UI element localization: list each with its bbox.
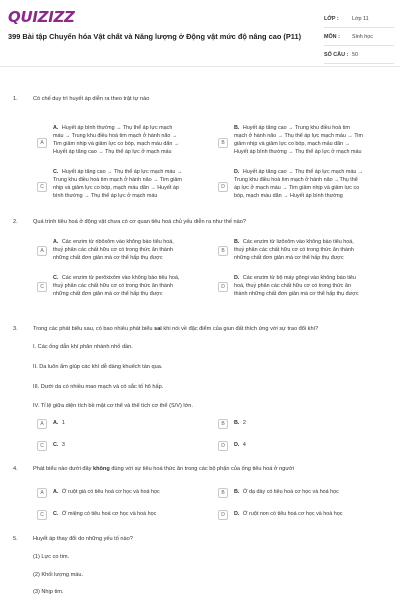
option-letter-badge: D bbox=[218, 182, 228, 192]
question-text-emphasis: không bbox=[92, 466, 110, 472]
option-c[interactable] bbox=[37, 441, 183, 451]
option-b[interactable] bbox=[218, 124, 364, 156]
option-key: C. bbox=[53, 511, 59, 517]
option-key: C. bbox=[53, 169, 59, 175]
statement-1: I. Các ống dẫn khí phân nhánh nhỏ dần. bbox=[33, 344, 133, 350]
meta-row-count bbox=[324, 46, 394, 64]
option-letter-badge: C bbox=[37, 441, 47, 451]
option-key: D. bbox=[234, 442, 240, 448]
option-key: B. bbox=[234, 489, 240, 495]
option-text: Huyết áp bình thường → Thụ thể áp lực mạch máu → Trung khu điều hoà tim mạch ở hành não → Tim giảm nhịp và giảm lực co bóp, mạch máu dãn → Huyết áp tăng cao → Thụ thể áp lực ở mạch máu bbox=[53, 125, 180, 155]
option-letter-badge: B bbox=[218, 138, 228, 148]
option-body bbox=[234, 168, 364, 200]
question-text: Quá trình tiêu hoá ở động vật chưa có cơ quan tiêu hoá chủ yếu diễn ra như thế nào? bbox=[33, 219, 246, 225]
option-b[interactable] bbox=[218, 488, 394, 498]
option-key: A. bbox=[53, 239, 59, 245]
option-key: D. bbox=[234, 169, 240, 175]
option-letter-badge: C bbox=[37, 510, 47, 520]
question-text: Huyết áp thay đổi do những yếu tố nào? bbox=[33, 536, 133, 542]
option-body bbox=[53, 238, 183, 262]
option-d[interactable] bbox=[218, 510, 400, 520]
question-number: 2. bbox=[13, 219, 18, 225]
option-body bbox=[234, 238, 364, 262]
option-text: 3 bbox=[61, 442, 65, 448]
option-letter-badge: A bbox=[37, 488, 47, 498]
option-d[interactable] bbox=[218, 274, 364, 298]
option-a[interactable] bbox=[37, 124, 183, 156]
option-key: A. bbox=[53, 420, 59, 426]
option-key: A. bbox=[53, 125, 59, 131]
question-text-part: đúng với sự tiêu hoá thức ăn trong các bộ phận của ống tiêu hoá ở người bbox=[109, 466, 295, 472]
option-letter-badge: B bbox=[218, 488, 228, 498]
meta-value: Sinh học bbox=[352, 33, 373, 40]
question-text-part: Trong các phát biểu sau, có bao nhiêu phát biểu bbox=[33, 326, 155, 332]
option-body bbox=[234, 441, 364, 451]
question-text: Có chế duy trì huyết áp diễn ra theo trật tự nào bbox=[33, 96, 150, 102]
option-text: Các enzim từ bộ máy gôngi vào không bào tiêu hoá, thuỷ phân các chất hữu cơ có trong thức ăn thành những chất đơn giản mà cơ thể hấp thụ được bbox=[234, 275, 359, 297]
quizizz-logo: QUIZIZZ bbox=[8, 8, 75, 26]
option-key: B. bbox=[234, 239, 240, 245]
option-letter-badge: D bbox=[218, 282, 228, 292]
statement-4: IV. Tỉ lệ giữa diện tích bề mặt cơ thể và thể tích cơ thể (S/V) lớn. bbox=[33, 403, 193, 409]
option-body bbox=[53, 274, 183, 298]
meta-label: LỚP : bbox=[324, 15, 339, 22]
statement-3: III. Dưới da có nhiều mao mạch và có sắc tố hô hấp. bbox=[33, 384, 164, 390]
option-letter-badge: B bbox=[218, 419, 228, 429]
option-body bbox=[53, 419, 183, 429]
option-text: Các enzim từ lizôxôm vào không bào tiêu hoá, thuỷ phân các chất hữu cơ có trong thức ăn thành những chất đơn giản mà cơ thể hấp thụ được bbox=[234, 239, 354, 261]
option-letter-badge: B bbox=[218, 246, 228, 256]
option-key: A. bbox=[53, 489, 59, 495]
option-key: B. bbox=[234, 125, 240, 131]
meta-label: MÔN : bbox=[324, 33, 340, 40]
option-body bbox=[53, 510, 213, 520]
option-d[interactable] bbox=[218, 168, 364, 200]
option-letter-badge: A bbox=[37, 419, 47, 429]
option-text: Các enzim từ ribôxôm vào không bào tiêu hoá, thuỷ phân các chất hữu cơ có trong thức ăn thành những chất đơn giản mà cơ thể hấp thụ được bbox=[53, 239, 174, 261]
option-letter-badge: A bbox=[37, 138, 47, 148]
option-b[interactable] bbox=[218, 419, 364, 429]
question-text bbox=[33, 466, 378, 472]
option-text: Các enzim từ perôxixôm vào không bào tiêu hoá, thuỷ phân các chất hữu cơ có trong thức ăn thành những chất đơn giản mà cơ thể hấp thụ được bbox=[53, 275, 180, 297]
option-letter-badge: C bbox=[37, 182, 47, 192]
meta-value: 50 bbox=[352, 51, 358, 58]
option-letter-badge: D bbox=[218, 510, 228, 520]
question-text-part: khi nói về đặc điểm của giun đất thích ứng với sự trao đổi khí? bbox=[161, 326, 319, 332]
option-text: Ở dạ dày có tiêu hoá cơ học và hoá học bbox=[242, 489, 339, 495]
meta-row-subject bbox=[324, 28, 394, 46]
option-key: D. bbox=[234, 275, 240, 281]
option-body bbox=[234, 124, 364, 156]
question-number: 5. bbox=[13, 536, 18, 542]
option-text: Ở ruột già có tiêu hoá cơ học và hoá học bbox=[61, 489, 160, 495]
option-body bbox=[234, 419, 364, 429]
worksheet-title: 399 Bài tập Chuyển hóa Vật chất và Năng lượng ở Động vật mức độ nâng cao (P11) bbox=[8, 32, 302, 41]
question-number: 4. bbox=[13, 466, 18, 472]
meta-label: SỐ CÂU : bbox=[324, 51, 349, 58]
option-key: B. bbox=[234, 420, 240, 426]
question-text bbox=[33, 326, 378, 332]
option-b[interactable] bbox=[218, 238, 364, 262]
option-c[interactable] bbox=[37, 168, 183, 200]
option-a[interactable] bbox=[37, 419, 183, 429]
option-key: C. bbox=[53, 275, 59, 281]
statement-2: II. Da luôn ẩm giúp các khí dễ dàng khuếch tán qua. bbox=[33, 364, 163, 370]
option-body bbox=[53, 124, 183, 156]
option-body bbox=[53, 488, 213, 498]
statement-1: (1) Lực co tim. bbox=[33, 554, 70, 560]
option-letter-badge: D bbox=[218, 441, 228, 451]
option-text: Huyết áp tăng cao → Thụ thể áp lực mạch máu → Trung khu điều hoà tim mạch ở hành não → Tim giảm nhịp và giảm lực co bóp, mạch máu dãn → Huyết áp bình thường → Thụ thể áp lực ở mạch máu bbox=[53, 169, 183, 199]
option-text: 1 bbox=[61, 420, 65, 426]
header-divider bbox=[0, 66, 400, 67]
question-number: 1. bbox=[13, 96, 18, 102]
option-text: Ở miệng có tiêu hoá cơ học và hoá học bbox=[61, 511, 157, 517]
meta-value: Lớp 11 bbox=[352, 15, 369, 22]
option-c[interactable] bbox=[37, 510, 213, 520]
option-a[interactable] bbox=[37, 488, 213, 498]
option-letter-badge: C bbox=[37, 282, 47, 292]
option-body bbox=[53, 168, 183, 200]
option-key: D. bbox=[234, 511, 240, 517]
option-body bbox=[234, 274, 364, 298]
option-a[interactable] bbox=[37, 238, 183, 262]
worksheet-meta bbox=[324, 10, 394, 64]
meta-row-class bbox=[324, 10, 394, 28]
option-text: Huyết áp tăng cao → Thụ thể áp lực mạch máu → Trung khu điều hoà tim mạch ở hành não →Thụ thể áp lực ở mạch máu → Tim giảm nhịp và giảm lực co bóp, mạch máu dãn → Huyết áp bình thường bbox=[234, 169, 364, 199]
option-key: C. bbox=[53, 442, 59, 448]
option-text: 2 bbox=[242, 420, 246, 426]
question-text-emphasis: sai bbox=[154, 326, 162, 332]
option-letter-badge: A bbox=[37, 246, 47, 256]
option-body bbox=[234, 510, 400, 520]
question-text-part: Phát biểu nào dưới đây bbox=[33, 466, 93, 472]
option-d[interactable] bbox=[218, 441, 364, 451]
option-body bbox=[234, 488, 394, 498]
statement-2: (2) Khối lượng máu. bbox=[33, 572, 84, 578]
worksheet-header bbox=[0, 0, 400, 66]
option-text: Huyết áp tăng cao → Trung khu điều hoà tim mạch ở hành não → Thụ thể áp lực mạch máu → Tim giảm nhịp và giảm lực co bóp, mạch máu dãn → Huyết áp bình thường → Thụ thể áp lực ở mạch máu bbox=[234, 125, 363, 155]
statement-3: (3) Nhịp tim. bbox=[33, 589, 64, 595]
option-text: Ở ruột non có tiêu hoá cơ học và hoá học bbox=[242, 511, 343, 517]
option-body bbox=[53, 441, 183, 451]
question-number: 3. bbox=[13, 326, 18, 332]
option-c[interactable] bbox=[37, 274, 183, 298]
option-text: 4 bbox=[242, 442, 246, 448]
